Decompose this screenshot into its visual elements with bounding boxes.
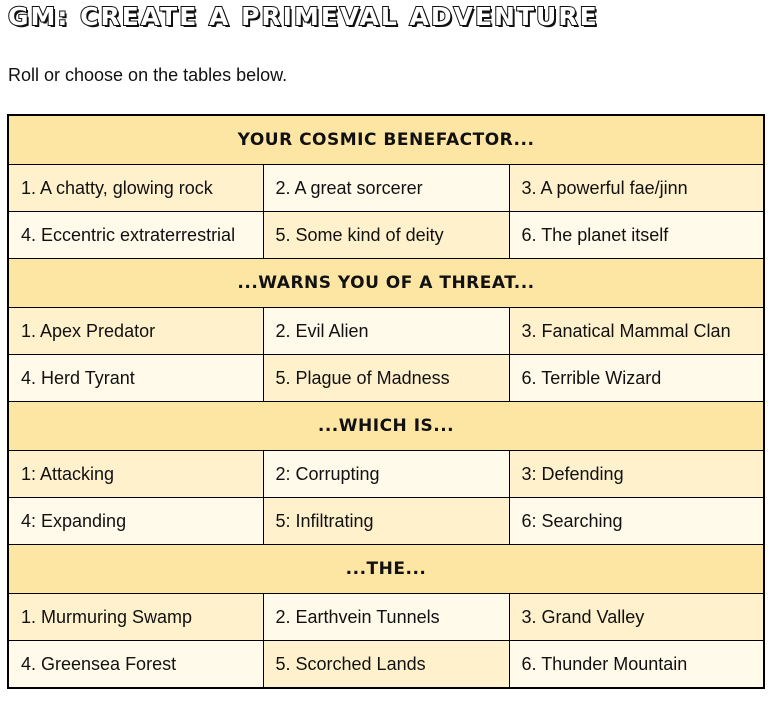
table-cell: 2. Evil Alien [263,308,509,355]
table-cell: 1. Apex Predator [8,308,263,355]
table-cell: 5: Infiltrating [263,498,509,545]
table-row [8,308,764,355]
table-cell: 3: Defending [509,451,764,498]
section-header-row [8,545,764,594]
table-row [8,212,764,259]
table-cell: 5. Scorched Lands [263,641,509,689]
table-cell: 4. Eccentric extraterrestrial [8,212,263,259]
table-cell: 4. Greensea Forest [8,641,263,689]
page-title: GM: CREATE A PRIMEVAL ADVENTURE [8,2,599,31]
table-cell: 3. A powerful fae/jinn [509,165,764,212]
table-cell: 3. Grand Valley [509,594,764,641]
action-header: ...WHICH IS... [8,402,764,451]
table-cell: 2: Corrupting [263,451,509,498]
table-cell: 6: Searching [509,498,764,545]
table-cell: 1: Attacking [8,451,263,498]
table-row [8,498,764,545]
table-cell: 2. Earthvein Tunnels [263,594,509,641]
table-cell: 1. Murmuring Swamp [8,594,263,641]
threat-header: ...WARNS YOU OF A THREAT... [8,259,764,308]
table-cell: 1. A chatty, glowing rock [8,165,263,212]
table-cell: 5. Plague of Madness [263,355,509,402]
table-row [8,641,764,689]
section-header-row [8,402,764,451]
table-cell: 2. A great sorcerer [263,165,509,212]
table-cell: 6. Thunder Mountain [509,641,764,689]
table-row [8,165,764,212]
table-cell: 6. The planet itself [509,212,764,259]
table-cell: 4. Herd Tyrant [8,355,263,402]
table-row [8,451,764,498]
intro-text: Roll or choose on the tables below. [8,65,288,85]
table-row [8,594,764,641]
benefactor-header: YOUR COSMIC BENEFACTOR... [8,115,764,165]
table-row [8,355,764,402]
table-cell: 4: Expanding [8,498,263,545]
table-cell: 3. Fanatical Mammal Clan [509,308,764,355]
table-cell: 6. Terrible Wizard [509,355,764,402]
location-header: ...THE... [8,545,764,594]
roll-tables [7,114,765,689]
section-header-row [8,115,764,165]
table-cell: 5. Some kind of deity [263,212,509,259]
section-header-row [8,259,764,308]
